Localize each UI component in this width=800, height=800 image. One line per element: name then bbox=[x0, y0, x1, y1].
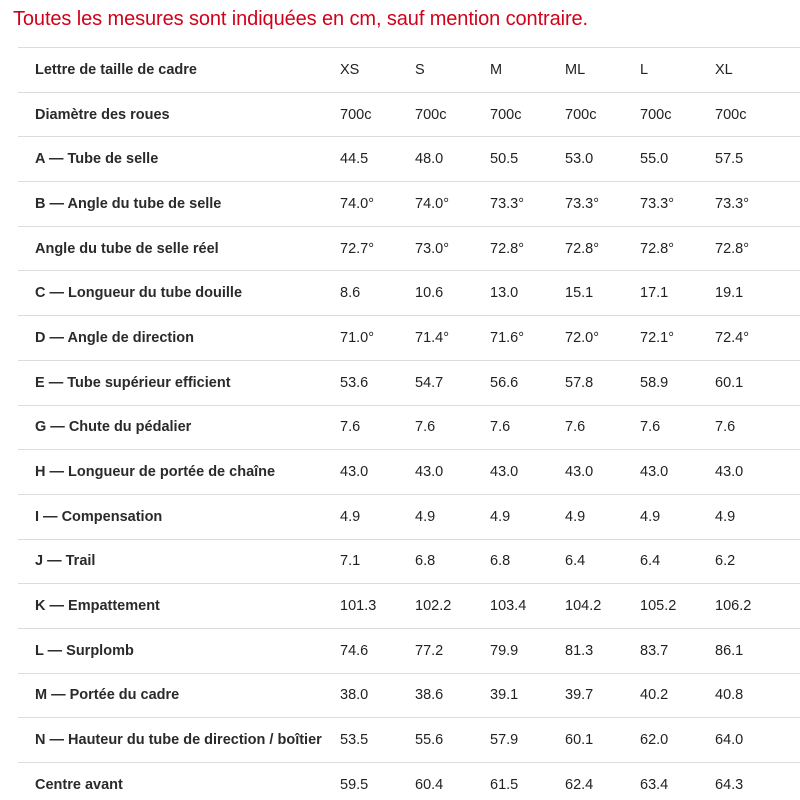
row-label: N — Hauteur du tube de direction / boîtier bbox=[35, 732, 322, 749]
row-value: 60.1 bbox=[715, 374, 744, 391]
table-row bbox=[18, 316, 800, 361]
row-value: 7.6 bbox=[565, 419, 586, 436]
row-value: 7.6 bbox=[715, 419, 736, 436]
header-size-l: L bbox=[640, 61, 649, 78]
row-label: G — Chute du pédalier bbox=[35, 419, 192, 436]
row-value: 13.0 bbox=[490, 285, 519, 302]
row-value: 59.5 bbox=[340, 777, 369, 794]
row-value: 72.0° bbox=[565, 329, 600, 346]
header-size-s: S bbox=[415, 61, 425, 78]
table-row bbox=[18, 673, 800, 718]
row-value: 73.3° bbox=[565, 195, 600, 212]
row-value: 64.0 bbox=[715, 732, 744, 749]
row-value: 72.1° bbox=[640, 329, 675, 346]
row-value: 72.8° bbox=[565, 240, 600, 257]
table-row bbox=[18, 182, 800, 227]
table-row bbox=[18, 405, 800, 450]
header-size-xl: XL bbox=[715, 61, 733, 78]
row-value: 62.4 bbox=[565, 777, 594, 794]
row-value: 72.4° bbox=[715, 329, 750, 346]
row-value: 73.3° bbox=[715, 195, 750, 212]
row-value: 700c bbox=[490, 106, 522, 123]
row-label: H — Longueur de portée de chaîne bbox=[35, 464, 276, 481]
row-value: 4.9 bbox=[340, 508, 361, 525]
row-value: 104.2 bbox=[565, 598, 602, 615]
row-value: 62.0 bbox=[640, 732, 669, 749]
row-value: 43.0 bbox=[490, 464, 519, 481]
row-label: M — Portée du cadre bbox=[35, 687, 180, 704]
row-value: 4.9 bbox=[640, 508, 661, 525]
row-value: 73.3° bbox=[490, 195, 525, 212]
row-value: 6.4 bbox=[640, 553, 661, 570]
row-value: 43.0 bbox=[715, 464, 744, 481]
row-value: 38.6 bbox=[415, 687, 444, 704]
row-value: 17.1 bbox=[640, 285, 669, 302]
row-value: 71.6° bbox=[490, 329, 525, 346]
row-value: 700c bbox=[340, 106, 372, 123]
table-row bbox=[18, 539, 800, 584]
row-value: 64.3 bbox=[715, 777, 744, 794]
row-value: 106.2 bbox=[715, 598, 752, 615]
row-value: 86.1 bbox=[715, 642, 744, 659]
row-value: 53.6 bbox=[340, 374, 369, 391]
row-value: 7.6 bbox=[640, 419, 661, 436]
row-value: 55.0 bbox=[640, 151, 669, 168]
row-value: 19.1 bbox=[715, 285, 744, 302]
row-value: 700c bbox=[715, 106, 747, 123]
row-label: D — Angle de direction bbox=[35, 329, 194, 346]
row-label: J — Trail bbox=[35, 553, 96, 570]
row-value: 10.6 bbox=[415, 285, 444, 302]
header-label: Lettre de taille de cadre bbox=[35, 61, 197, 78]
row-value: 7.6 bbox=[415, 419, 436, 436]
row-value: 43.0 bbox=[565, 464, 594, 481]
row-value: 700c bbox=[565, 106, 597, 123]
row-value: 72.7° bbox=[340, 240, 375, 257]
row-value: 44.5 bbox=[340, 151, 369, 168]
row-value: 48.0 bbox=[415, 151, 444, 168]
table-row bbox=[18, 718, 800, 763]
row-label: Diamètre des roues bbox=[35, 106, 170, 123]
table-row bbox=[18, 763, 800, 800]
table-row bbox=[18, 226, 800, 271]
row-value: 72.8° bbox=[490, 240, 525, 257]
row-value: 43.0 bbox=[340, 464, 369, 481]
row-value: 63.4 bbox=[640, 777, 669, 794]
row-value: 79.9 bbox=[490, 642, 519, 659]
row-value: 4.9 bbox=[490, 508, 511, 525]
row-value: 38.0 bbox=[340, 687, 369, 704]
row-value: 15.1 bbox=[565, 285, 594, 302]
row-label: Centre avant bbox=[35, 777, 123, 794]
row-value: 56.6 bbox=[490, 374, 519, 391]
table-row bbox=[18, 137, 800, 182]
geometry-table bbox=[18, 47, 800, 800]
table-header-row bbox=[18, 48, 800, 93]
row-label: Angle du tube de selle réel bbox=[35, 240, 219, 257]
header-size-m: M bbox=[490, 61, 503, 78]
row-value: 58.9 bbox=[640, 374, 669, 391]
row-value: 6.4 bbox=[565, 553, 586, 570]
row-value: 81.3 bbox=[565, 642, 594, 659]
row-value: 57.9 bbox=[490, 732, 519, 749]
row-value: 60.1 bbox=[565, 732, 594, 749]
row-value: 40.8 bbox=[715, 687, 744, 704]
geometry-table-body bbox=[18, 48, 800, 800]
row-value: 55.6 bbox=[415, 732, 444, 749]
row-value: 61.5 bbox=[490, 777, 519, 794]
row-value: 700c bbox=[415, 106, 447, 123]
row-value: 7.1 bbox=[340, 553, 361, 570]
row-value: 4.9 bbox=[415, 508, 436, 525]
row-value: 50.5 bbox=[490, 151, 519, 168]
table-row bbox=[18, 628, 800, 673]
row-value: 53.5 bbox=[340, 732, 369, 749]
row-value: 72.8° bbox=[640, 240, 675, 257]
row-label: E — Tube supérieur efficient bbox=[35, 374, 231, 391]
row-value: 7.6 bbox=[340, 419, 361, 436]
row-value: 71.0° bbox=[340, 329, 375, 346]
row-value: 71.4° bbox=[415, 329, 450, 346]
row-label: K — Empattement bbox=[35, 598, 160, 615]
row-label: C — Longueur du tube douille bbox=[35, 285, 243, 302]
row-value: 57.5 bbox=[715, 151, 744, 168]
row-value: 8.6 bbox=[340, 285, 361, 302]
row-label: B — Angle du tube de selle bbox=[35, 195, 222, 212]
row-value: 73.3° bbox=[640, 195, 675, 212]
table-row bbox=[18, 92, 800, 137]
row-value: 77.2 bbox=[415, 642, 444, 659]
row-value: 4.9 bbox=[565, 508, 586, 525]
table-row bbox=[18, 494, 800, 539]
row-value: 6.2 bbox=[715, 553, 736, 570]
row-value: 4.9 bbox=[715, 508, 736, 525]
row-value: 39.1 bbox=[490, 687, 519, 704]
measurement-notice: Toutes les mesures sont indiquées en cm, sauf mention contraire. bbox=[13, 8, 589, 30]
row-value: 105.2 bbox=[640, 598, 677, 615]
row-value: 43.0 bbox=[640, 464, 669, 481]
row-value: 103.4 bbox=[490, 598, 527, 615]
row-value: 74.0° bbox=[415, 195, 450, 212]
row-value: 6.8 bbox=[490, 553, 511, 570]
row-value: 73.0° bbox=[415, 240, 450, 257]
row-value: 43.0 bbox=[415, 464, 444, 481]
row-value: 83.7 bbox=[640, 642, 669, 659]
row-value: 53.0 bbox=[565, 151, 594, 168]
row-label: I — Compensation bbox=[35, 508, 163, 525]
row-value: 60.4 bbox=[415, 777, 444, 794]
row-value: 39.7 bbox=[565, 687, 594, 704]
row-label: L — Surplomb bbox=[35, 642, 134, 659]
row-value: 40.2 bbox=[640, 687, 669, 704]
row-value: 700c bbox=[640, 106, 672, 123]
row-label: A — Tube de selle bbox=[35, 151, 159, 168]
row-value: 7.6 bbox=[490, 419, 511, 436]
row-value: 57.8 bbox=[565, 374, 594, 391]
table-row bbox=[18, 360, 800, 405]
header-size-ml: ML bbox=[565, 61, 586, 78]
row-value: 74.6 bbox=[340, 642, 369, 659]
row-value: 102.2 bbox=[415, 598, 452, 615]
table-row bbox=[18, 584, 800, 629]
header-size-xs: XS bbox=[340, 61, 360, 78]
row-value: 72.8° bbox=[715, 240, 750, 257]
row-value: 74.0° bbox=[340, 195, 375, 212]
row-value: 6.8 bbox=[415, 553, 436, 570]
table-row bbox=[18, 271, 800, 316]
table-row bbox=[18, 450, 800, 495]
row-value: 54.7 bbox=[415, 374, 444, 391]
row-value: 101.3 bbox=[340, 598, 377, 615]
